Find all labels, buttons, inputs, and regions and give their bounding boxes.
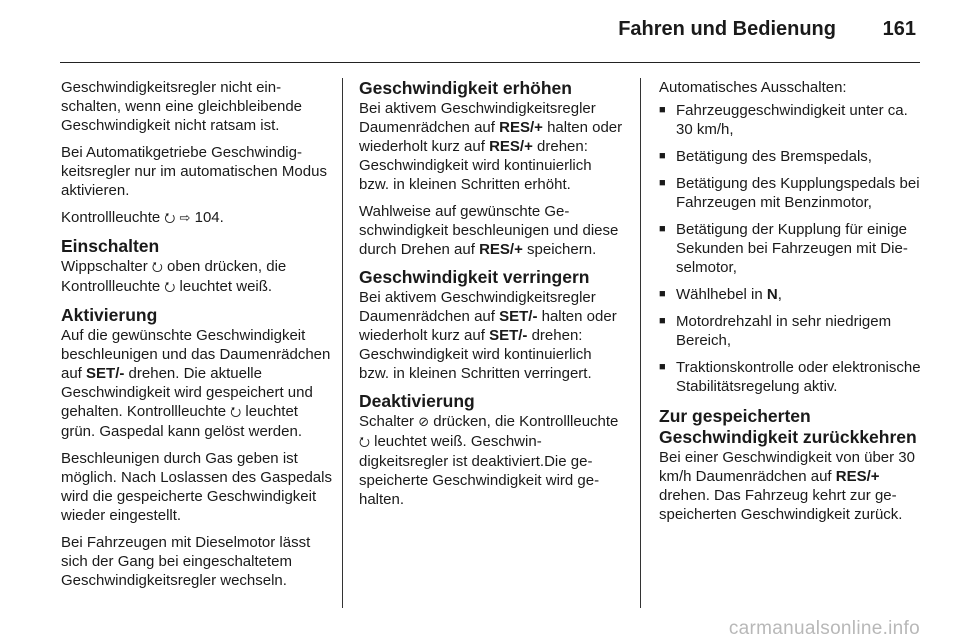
text: Bei aktivem Geschwindigkeitsregler Daumenrädchen auf xyxy=(359,289,596,325)
paragraph xyxy=(61,208,335,228)
column-1 xyxy=(61,78,335,598)
text: Bei aktivem Geschwindigkeitsregler Daumenrädchen auf xyxy=(359,100,596,136)
page-title: Fahren und Bedienung xyxy=(618,18,836,40)
text: , xyxy=(777,286,782,303)
paragraph: Beschleunigen durch Gas geben ist möglich. Nach Loslassen des Gaspedals wird die gespeicherte Geschwindigkeit wieder eingestellt. xyxy=(61,450,332,524)
control-label: SET/- xyxy=(86,365,125,382)
text: leuchtet grün. Gaspedal kann gelöst werden. xyxy=(61,403,302,440)
list-item: ■ Betätigung des Bremspedals, xyxy=(659,147,921,166)
paragraph xyxy=(61,257,335,297)
cruise-control-icon: ⭮ xyxy=(151,260,163,275)
section-heading: Zur gespeicherten Geschwindigkeit zurückkehren xyxy=(659,406,917,447)
paragraph xyxy=(659,448,921,524)
gear-label: N xyxy=(766,286,778,303)
paragraph: Bei Automatikgetriebe Geschwindigkeitsregler nur im automatischen Modus aktivieren. xyxy=(61,144,327,199)
list-item: ■ Betätigung des Kupplungspedals bei Fahrzeugen mit Benzinmotor, xyxy=(659,174,921,212)
list-item: ■ Motordrehzahl in sehr niedrigem Bereich, xyxy=(659,312,921,350)
column-divider-2 xyxy=(640,78,641,608)
page-number: 161 xyxy=(882,18,916,40)
text: speichern. xyxy=(527,241,597,258)
list-item: ■ Fahrzeuggeschwindigkeit unter ca. 30 km/h, xyxy=(659,101,921,139)
text: Kontrollleuchte xyxy=(61,209,161,226)
section-heading: Aktivierung xyxy=(61,305,158,325)
control-label: RES/+ xyxy=(835,468,880,485)
auto-off-list xyxy=(659,101,921,396)
control-label: RES/+ xyxy=(489,138,533,155)
control-label: SET/- xyxy=(499,308,538,325)
text: drücken, die Kontrollleuchte xyxy=(433,413,619,430)
text: halten oder wiederholt kurz auf xyxy=(359,119,623,155)
text: drehen: Geschwindigkeit wird kontinuierlich bzw. in kleinen Schritten verringert. xyxy=(359,327,592,382)
paragraph: Bei Fahrzeugen mit Dieselmotor lässt sich der Gang bei eingeschaltetem Geschwindigkeitsregler wechseln. xyxy=(61,534,311,589)
cruise-control-icon: ⭮ xyxy=(230,405,242,420)
cruise-cancel-icon: ⊘ xyxy=(418,415,430,430)
list-item xyxy=(659,285,921,304)
text: Bei einer Geschwindigkeit von über 30 km/h Daumenrädchen auf xyxy=(659,449,915,485)
header-divider xyxy=(60,62,920,63)
list-item: ■ Betätigung der Kupplung für einige Sekunden bei Fahrzeugen mit Dieselmotor, xyxy=(659,220,921,277)
column-2 xyxy=(359,78,625,517)
paragraph: Automatisches Ausschalten: xyxy=(659,79,847,96)
section-heading: Geschwindigkeit verringern xyxy=(359,267,590,287)
text: Schalter xyxy=(359,413,415,430)
text: Wahlweise auf gewünschte Geschwindigkeit beschleunigen und diese durch Drehen auf xyxy=(359,203,619,258)
paragraph xyxy=(61,326,335,441)
paragraph xyxy=(359,202,625,259)
page-header xyxy=(0,0,960,60)
section-heading: Deaktivierung xyxy=(359,391,475,411)
text: leuchtet weiß. xyxy=(179,278,273,295)
page-reference[interactable]: 104. xyxy=(194,209,224,226)
text: Wählhebel in xyxy=(676,286,763,303)
control-label: RES/+ xyxy=(479,241,523,258)
paragraph: Geschwindigkeitsregler nicht einschalten, wenn eine gleichbleibende Geschwindigkeit nicht ratsam ist. xyxy=(61,79,303,134)
text: oben drücken, die Kontrollleuchte xyxy=(61,258,287,295)
text: Wippschalter xyxy=(61,258,148,275)
page-reference-icon[interactable]: ⇨ xyxy=(179,211,191,226)
section-heading: Geschwindigkeit erhöhen xyxy=(359,78,572,98)
column-divider-1 xyxy=(342,78,343,608)
cruise-control-icon: ⭮ xyxy=(359,435,370,450)
column-3 xyxy=(659,78,921,532)
text: drehen: Geschwindigkeit wird kontinuierlich bzw. in kleinen Schritten erhöht. xyxy=(359,138,592,193)
control-label: SET/- xyxy=(489,327,528,344)
text: drehen. Das Fahrzeug kehrt zur gespeicherten Geschwindigkeit zurück. xyxy=(659,487,903,523)
cruise-control-icon: ⭮ xyxy=(164,211,176,226)
paragraph xyxy=(359,412,625,509)
cruise-control-icon: ⭮ xyxy=(164,280,176,295)
paragraph xyxy=(359,99,625,194)
text: halten oder wiederholt kurz auf xyxy=(359,308,617,344)
control-label: RES/+ xyxy=(499,119,543,136)
text: Auf die gewünschte Geschwindigkeit beschleunigen und das Daumenrädchen auf xyxy=(61,327,331,382)
section-heading: Einschalten xyxy=(61,236,160,256)
text: drehen. Die aktuelle Geschwindigkeit wird gespeichert und gehalten. Kontrollleuchte xyxy=(61,365,313,420)
text: leuchtet weiß. Geschwindigkeitsregler ist deaktiviert.Die gespeicherte Geschwindigkeit wird gehalten. xyxy=(359,433,600,508)
watermark: carmanualsonline.info xyxy=(728,618,920,639)
list-item: ■ Traktionskontrolle oder elektronische Stabilitätsregelung aktiv. xyxy=(659,358,921,396)
paragraph xyxy=(359,288,625,383)
